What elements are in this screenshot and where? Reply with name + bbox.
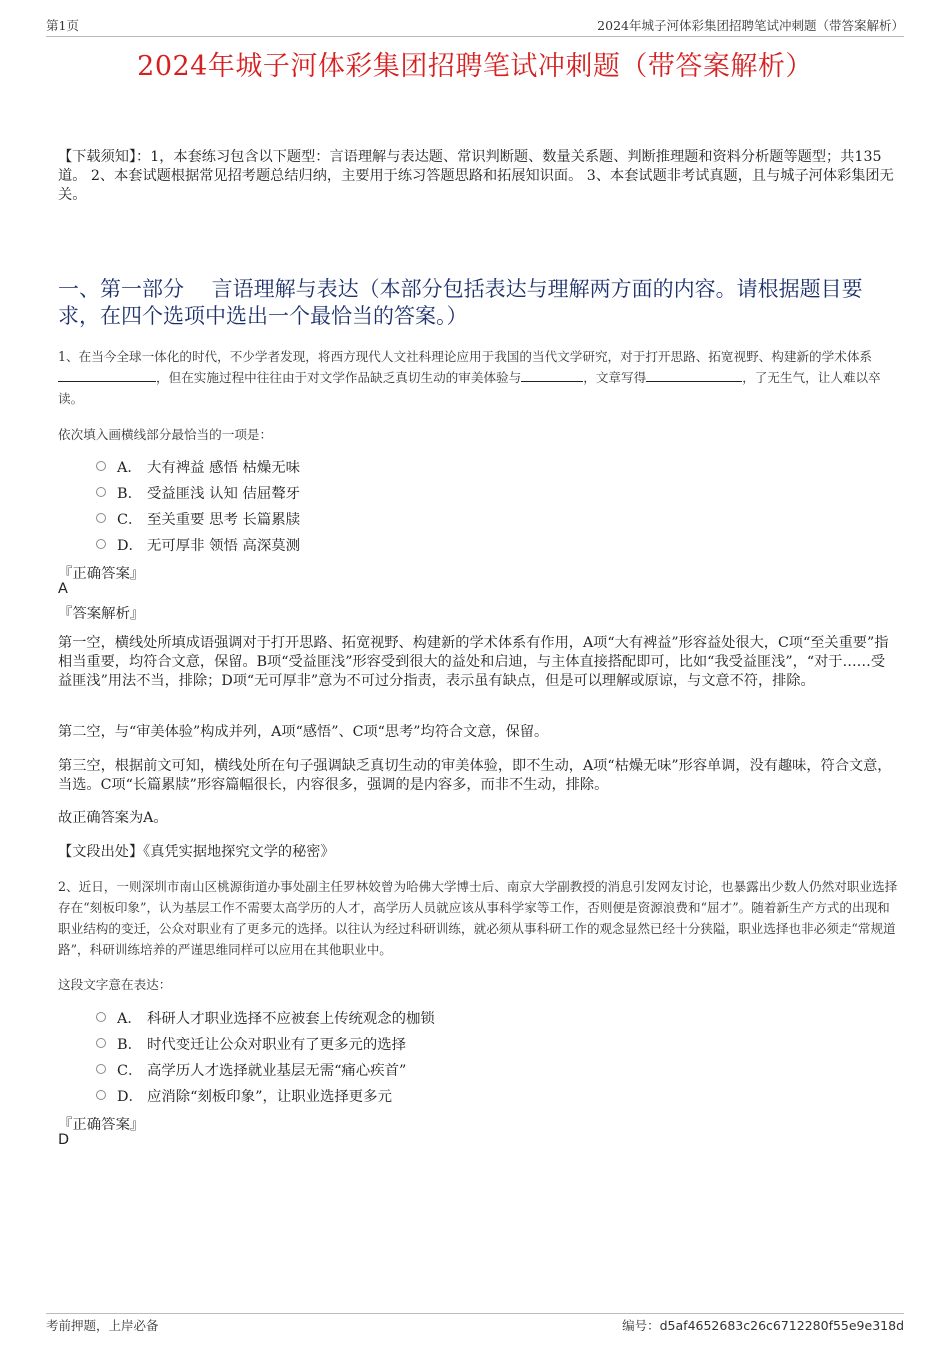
footer-code: d5af4652683c26c6712280f55e9e318d (659, 1318, 904, 1333)
option-a[interactable]: A． 科研人才职业选择不应被套上传统观念的枷锁 (96, 1004, 890, 1030)
question-2-text: 2、近日，一则深圳市南山区桃源街道办事处副主任罗林姣曾为哈佛大学博士后、南京大学副教授的消息引发网友讨论，也暴露出少数人仍然对职业选择存在“刻板印象”，认为基层工作不需要太高学历的人才，高学历人员就应该从事科学家等工作，否则便是资源浪费和“屈才”。随着新生产方式的出现和职业结构的变迁，公众对职业有了更多元的选择。以往认为经过科研训练，就必须从事科研工作的观念显然已经十分狭隘，职业选择也非必须走“常规道路”，科研训练培养的严谨思维同样可以应用在其他职业中。 (58, 879, 898, 957)
analysis-conclusion: 故正确答案为A。 (58, 810, 168, 826)
radio-icon[interactable] (96, 1064, 106, 1074)
blank-3 (646, 368, 742, 382)
radio-icon[interactable] (96, 513, 106, 523)
option-b[interactable]: B． 时代变迁让公众对职业有了更多元的选择 (96, 1030, 890, 1056)
radio-icon[interactable] (96, 1038, 106, 1048)
option-c[interactable]: C． 至关重要 思考 长篇累牍 (96, 505, 890, 531)
header-doc-title: 2024年城子河体彩集团招聘笔试冲刺题（带答案解析） (597, 18, 904, 33)
question-1-prompt: 依次填入画横线部分最恰当的一项是： (58, 427, 273, 442)
option-d[interactable]: D． 无可厚非 领悟 高深莫测 (96, 531, 890, 557)
footer-code-group (622, 1316, 904, 1334)
analysis-paragraph: 第三空，根据前文可知，横线处所在句子强调缺乏真切生动的审美体验，即不生动，A项“枯燥无味”形容单调，没有趣味，符合文意，当选。C项“长篇累牍”形容篇幅很长，内容很多，强调的是内容多，而非不生动，排除。 (58, 758, 892, 793)
analysis-paragraph: 第二空，与“审美体验”构成并列，A项“感悟”、C项“思考”均符合文意，保留。 (58, 724, 549, 740)
radio-icon[interactable] (96, 1012, 106, 1022)
footer-slogan: 考前押题，上岸必备 (46, 1318, 159, 1333)
option-c[interactable]: C． 高学历人才选择就业基层无需“痛心疾首” (96, 1056, 890, 1082)
document-title: 2024年城子河体彩集团招聘笔试冲刺题（带答案解析） (137, 51, 813, 82)
page-number: 第1页 (46, 18, 79, 33)
analysis-label: 『答案解析』 (58, 606, 145, 622)
answer-label: 『正确答案』 (58, 1117, 145, 1133)
page-header (46, 14, 904, 37)
question-1-options (96, 453, 890, 557)
option-b[interactable]: B． 受益匪浅 认知 佶屈聱牙 (96, 479, 890, 505)
question-2-options (96, 1004, 890, 1108)
page-footer (46, 1313, 904, 1334)
answer-value: D (58, 1132, 70, 1148)
answer-value: A (58, 581, 68, 597)
option-a[interactable]: A． 大有裨益 感悟 枯燥无味 (96, 453, 890, 479)
question-2-prompt: 这段文字意在表达： (58, 977, 172, 992)
radio-icon[interactable] (96, 461, 106, 471)
footer-code-label: 编号： (622, 1318, 660, 1333)
download-notice: 【下载须知】：1，本套练习包含以下题型：言语理解与表达题、常识判断题、数量关系题、判断推理题和资料分析题等题型；共135道。 2、本套试题根据常见招考题总结归纳，主要用于练习答题思路和拓展知识面。 3、本套试题非考试真题，且与城子河体彩集团无关。 (58, 149, 894, 203)
analysis-paragraph: 第一空，横线处所填成语强调对于打开思路、拓宽视野、构建新的学术体系有作用，A项“大有裨益”形容益处很大，C项“至关重要”指相当重要，均符合文意，保留。B项“受益匪浅”形容受到很大的益处和启迪，与主体直接搭配即可，比如“我受益匪浅”，“对于……受益匪浅”用法不当，排除；D项“无可厚非”意为不可过分指责，表示虽有缺点，但是可以理解或原谅，与文意不符，排除。 (58, 635, 889, 689)
option-d[interactable]: D． 应消除“刻板印象”，让职业选择更多元 (96, 1082, 890, 1108)
section-heading: 一、第一部分 言语理解与表达（本部分包括表达与理解两方面的内容。请根据题目要求，在四个选项中选出一个最恰当的答案。） (58, 277, 863, 328)
question-1-text: 1、在当今全球一体化的时代，不少学者发现，将西方现代人文社科理论应用于我国的当代文学研究，对于打开思路、拓宽视野、构建新的学术体系，但在实施过程中往往由于对文学作品缺乏真切生动的审美体验与 ，文章写得 ，了无生气，让人难以卒读。 (58, 349, 881, 406)
blank-2 (521, 368, 583, 382)
source-citation: 【文段出处】《真凭实据地探究文学的秘密》 (58, 844, 335, 860)
radio-icon[interactable] (96, 487, 106, 497)
blank-1 (58, 368, 156, 382)
radio-icon[interactable] (96, 539, 106, 549)
answer-label: 『正确答案』 (58, 566, 145, 582)
radio-icon[interactable] (96, 1090, 106, 1100)
